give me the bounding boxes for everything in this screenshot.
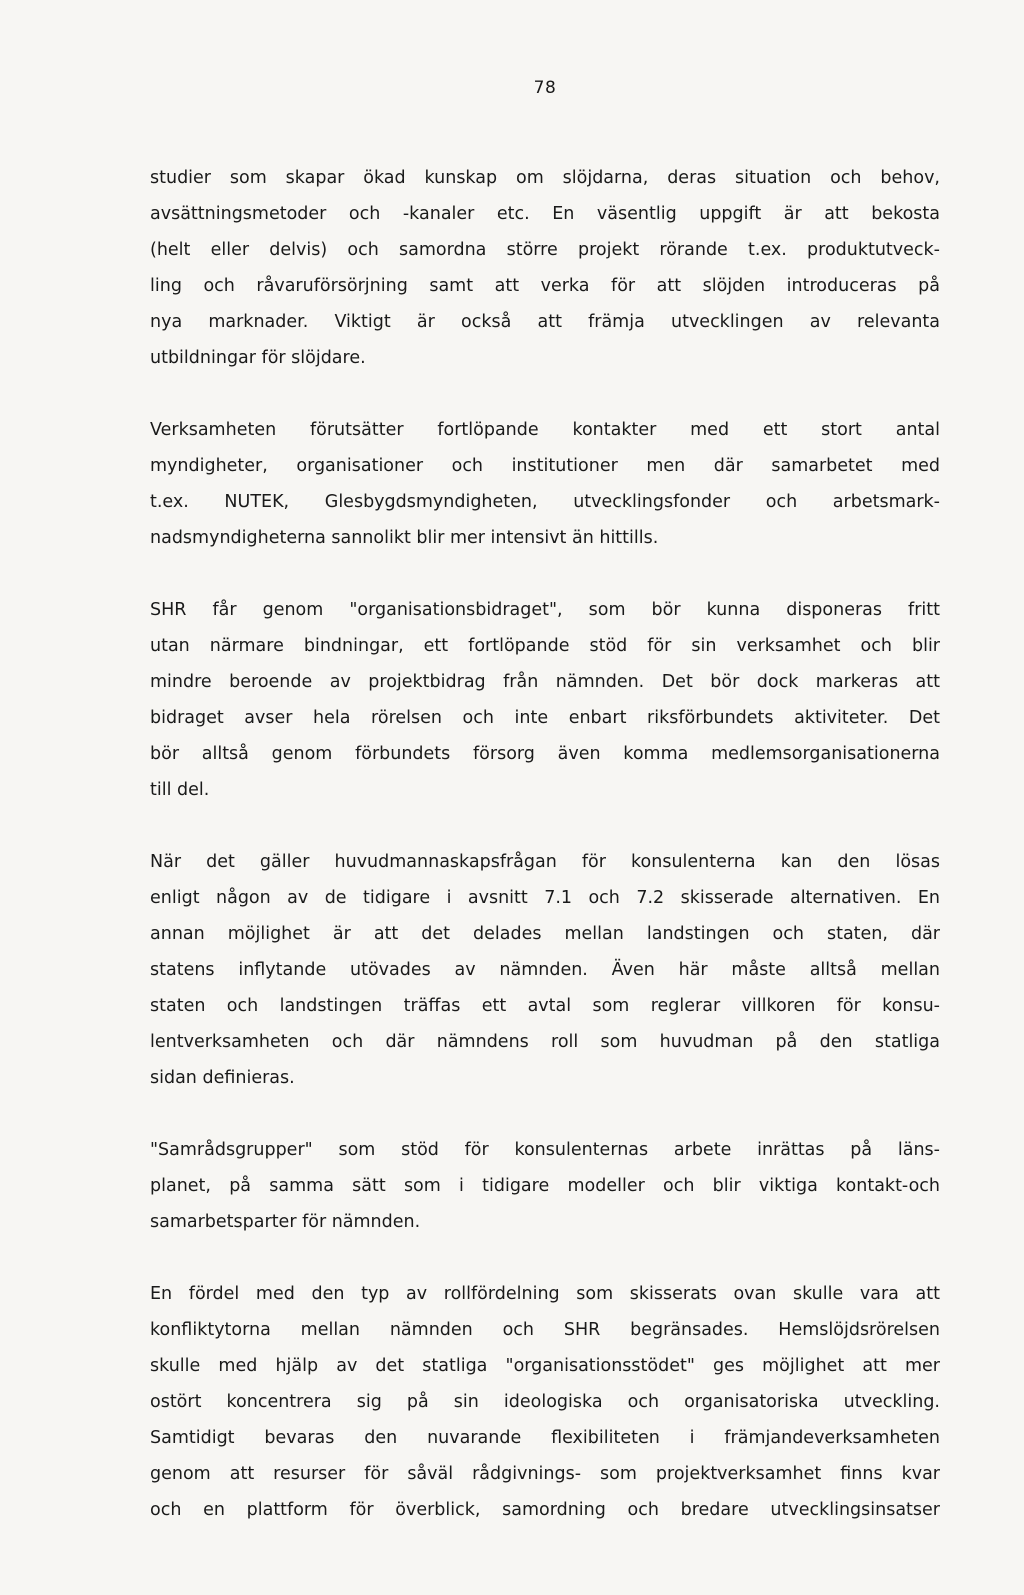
text-line: lentverksamheten och där nämndens roll som huvudman på den statliga: [150, 1032, 940, 1052]
paragraph: [150, 1276, 940, 1528]
text-line: ostört koncentrera sig på sin ideologiska och organisatoriska utveckling.: [150, 1392, 940, 1412]
text-line: Samtidigt bevaras den nuvarande flexibiliteten i främjandeverksamheten: [150, 1428, 940, 1448]
text-line: utbildningar för slöjdare.: [150, 348, 366, 368]
text-line: sidan definieras.: [150, 1068, 295, 1088]
document-body: [150, 160, 940, 1528]
text-line: nadsmyndigheterna sannolikt blir mer intensivt än hittills.: [150, 528, 659, 548]
text-line: samarbetsparter för nämnden.: [150, 1212, 421, 1232]
text-line: bör alltså genom förbundets försorg även komma medlemsorganisationerna: [150, 744, 940, 764]
text-line: SHR får genom "organisationsbidraget", som bör kunna disponeras fritt: [150, 600, 940, 620]
page-number: 78: [533, 78, 557, 98]
text-line: skulle med hjälp av det statliga "organisationsstödet" ges möjlighet att mer: [150, 1356, 940, 1376]
text-line: utan närmare bindningar, ett fortlöpande stöd för sin verksamhet och blir: [150, 636, 940, 656]
text-line: enligt någon av de tidigare i avsnitt 7.1 och 7.2 skisserade alternativen. En: [150, 888, 940, 908]
text-line: statens inflytande utövades av nämnden. Även här måste alltså mellan: [150, 960, 940, 980]
paragraph: [150, 844, 940, 1096]
paragraph: [150, 1132, 940, 1240]
text-line: genom att resurser för såväl rådgivnings- som projektverksamhet finns kvar: [150, 1464, 940, 1484]
text-line: studier som skapar ökad kunskap om slöjdarna, deras situation och behov,: [150, 168, 940, 188]
text-line: och en plattform för överblick, samordning och bredare utvecklingsinsatser: [150, 1500, 940, 1520]
text-line: till del.: [150, 780, 210, 800]
text-line: planet, på samma sätt som i tidigare modeller och blir viktiga kontakt-och: [150, 1176, 940, 1196]
text-line: Verksamheten förutsätter fortlöpande kontakter med ett stort antal: [150, 420, 940, 440]
text-line: nya marknader. Viktigt är också att främja utvecklingen av relevanta: [150, 312, 940, 332]
paragraph: [150, 160, 940, 376]
paragraph: [150, 412, 940, 556]
text-line: mindre beroende av projektbidrag från nämnden. Det bör dock markeras att: [150, 672, 940, 692]
text-line: myndigheter, organisationer och institutioner men där samarbetet med: [150, 456, 940, 476]
text-line: bidraget avser hela rörelsen och inte enbart riksförbundets aktiviteter. Det: [150, 708, 940, 728]
text-line: annan möjlighet är att det delades mellan landstingen och staten, där: [150, 924, 940, 944]
text-line: t.ex. NUTEK, Glesbygdsmyndigheten, utvecklingsfonder och arbetsmark-: [150, 492, 940, 512]
text-line: avsättningsmetoder och -kanaler etc. En väsentlig uppgift är att bekosta: [150, 204, 940, 224]
text-line: staten och landstingen träffas ett avtal som reglerar villkoren för konsu-: [150, 996, 940, 1016]
text-line: När det gäller huvudmannaskapsfrågan för konsulenterna kan den lösas: [150, 852, 940, 872]
text-line: konfliktytorna mellan nämnden och SHR begränsades. Hemslöjdsrörelsen: [150, 1320, 940, 1340]
text-line: En fördel med den typ av rollfördelning som skisserats ovan skulle vara att: [150, 1284, 940, 1304]
text-line: ling och råvaruförsörjning samt att verka för att slöjden introduceras på: [150, 276, 940, 296]
text-line: (helt eller delvis) och samordna större projekt rörande t.ex. produktutveck-: [150, 240, 940, 260]
text-line: "Samrådsgrupper" som stöd för konsulenternas arbete inrättas på läns-: [150, 1140, 940, 1160]
paragraph: [150, 592, 940, 808]
